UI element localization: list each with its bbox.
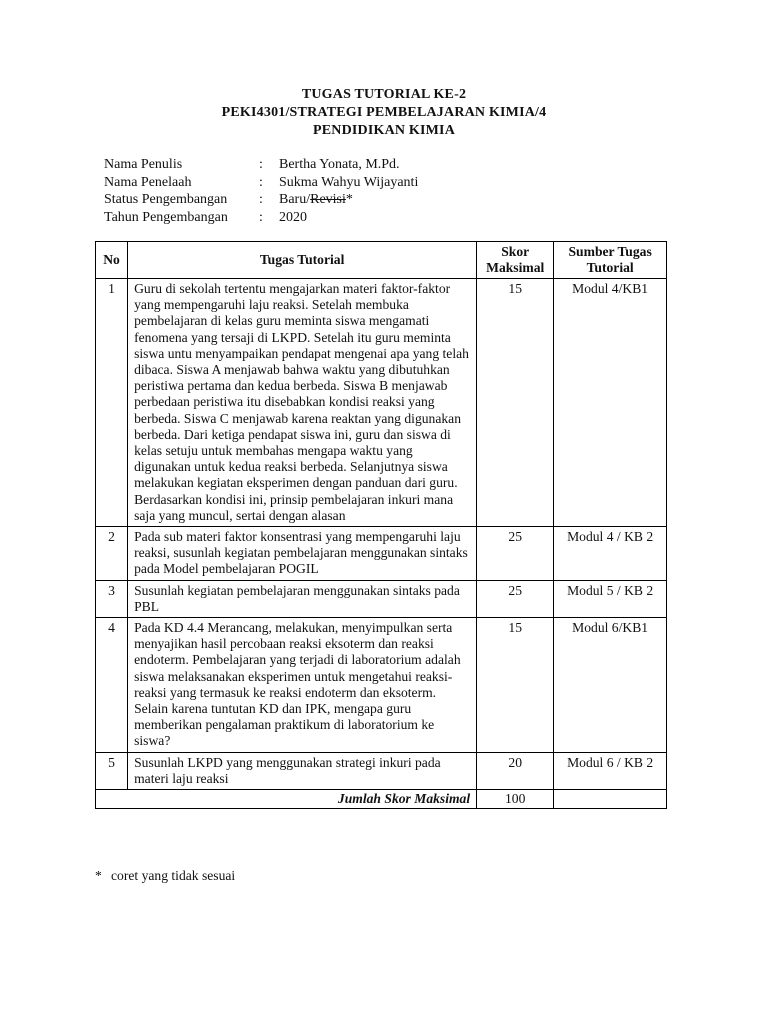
meta-separator: : [259, 209, 263, 225]
meta-value: Bertha Yonata, M.Pd. [279, 157, 400, 172]
task-source: Modul 5 / KB 2 [554, 580, 667, 617]
meta-separator: : [259, 157, 263, 172]
table-header-row [96, 242, 667, 279]
header-score: Skor Maksimal [477, 242, 554, 279]
document-title [0, 86, 768, 140]
max-score: 15 [477, 279, 554, 527]
footnote-text: coret yang tidak sesuai [111, 868, 236, 883]
meta-label: Status Pengembangan [104, 192, 228, 207]
meta-label: Nama Penulis [104, 157, 183, 172]
status-option-struck: Revisi [310, 192, 346, 207]
table-row [96, 527, 667, 581]
status-asterisk: * [345, 192, 353, 207]
meta-separator: : [259, 174, 263, 190]
task-text: Susunlah kegiatan pembelajaran menggunakan sintaks pada PBL [128, 580, 477, 617]
title-line-1: TUGAS TUTORIAL KE-2 [301, 87, 467, 102]
table-row [96, 580, 667, 617]
metadata-block [104, 156, 579, 226]
task-text: Pada sub materi faktor konsentrasi yang mempengaruhi laju reaksi, susunlah kegiatan pembelajaran menggunakan sintaks pada Model pembelajaran POGIL [128, 527, 477, 581]
row-number: 5 [96, 752, 128, 789]
meta-row-year [104, 209, 579, 227]
total-row [96, 790, 667, 809]
row-number: 3 [96, 580, 128, 617]
task-text: Pada KD 4.4 Merancang, melakukan, menyimpulkan serta menyajikan hasil percobaan reaksi eksoterm dan reaksi endoterm. Pembelajaran yang terjadi di laboratorium adalah siswa melaksanakan eksperimen untuk mengetahui reaksi-reaksi yang termasuk ke reaksi endoterm dan eksoterm. Selain karena tuntutan KD dan IPK, mengapa guru memberikan pengalaman praktikum di laboratorium ke siswa? [128, 618, 477, 753]
meta-row-status [104, 191, 579, 209]
task-text: Guru di sekolah tertentu mengajarkan materi faktor-faktor yang mempengaruhi laju reaksi. Setelah membuka pembelajaran di kelas guru meminta siswa mengamati fenomena yang tersaji di LKPD. Setelah itu guru meminta siswa untu menyampaikan pendapat mengenai apa yang telah dibaca. Siswa A menjawab bahwa waktu yang dibutuhkan peristiwa pertama dan kedua berbeda. Siswa B menjawab perbedaan peristiwa itu disebabkan kondisi reaksi yang berbeda. Siswa C menjawab karena reaktan yang digunakan berbeda. Dari ketiga pendapat siswa ini, guru dan siswa di kelas setuju untuk membahas mengapa waktu yang digunakan untuk kedua reaksi berbeda. Selanjutnya siswa melakukan kegiatan eksperimen dengan panduan dari guru. Berdasarkan kondisi ini, prinsip pembelajaran inkuri mana saja yang muncul, sertai dengan alasan [128, 279, 477, 527]
header-no: No [96, 242, 128, 279]
row-number: 4 [96, 618, 128, 753]
footnote [95, 868, 235, 884]
task-source: Modul 4 / KB 2 [554, 527, 667, 581]
table-row [96, 279, 667, 527]
status-option-new: Baru/ [279, 192, 311, 207]
title-line-3: PENDIDIKAN KIMIA [312, 123, 456, 138]
header-task: Tugas Tutorial [128, 242, 477, 279]
meta-row-reviewer [104, 174, 579, 192]
table-row [96, 618, 667, 753]
task-text: Susunlah LKPD yang menggunakan strategi inkuri pada materi laju reaksi [128, 752, 477, 789]
total-label: Jumlah Skor Maksimal [96, 790, 477, 809]
tutorial-task-table [95, 241, 667, 809]
total-score: 100 [477, 790, 554, 809]
task-source: Modul 4/KB1 [554, 279, 667, 527]
header-source: Sumber Tugas Tutorial [554, 242, 667, 279]
row-number: 1 [96, 279, 128, 527]
title-line-2: PEKI4301/STRATEGI PEMBELAJARAN KIMIA/4 [221, 105, 547, 120]
row-number: 2 [96, 527, 128, 581]
meta-label: Nama Penelaah [104, 174, 192, 190]
table-row [96, 752, 667, 789]
footnote-asterisk: * [95, 868, 102, 883]
task-source: Modul 6 / KB 2 [554, 752, 667, 789]
max-score: 25 [477, 580, 554, 617]
meta-value: 2020 [279, 209, 307, 225]
task-source: Modul 6/KB1 [554, 618, 667, 753]
meta-separator: : [259, 192, 263, 207]
meta-label: Tahun Pengembangan [104, 209, 228, 225]
max-score: 20 [477, 752, 554, 789]
meta-value: Sukma Wahyu Wijayanti [279, 174, 419, 190]
max-score: 15 [477, 618, 554, 753]
total-source-empty [554, 790, 667, 809]
max-score: 25 [477, 527, 554, 581]
meta-value [279, 191, 579, 209]
meta-row-author [104, 156, 579, 174]
